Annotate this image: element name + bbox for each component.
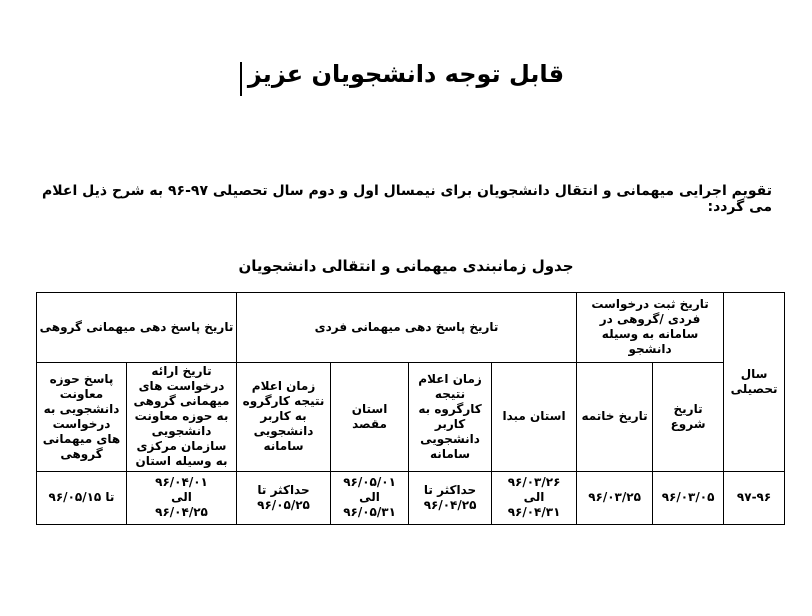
- cell-origin-result: حداکثر تا ۹۶/۰۴/۲۵: [409, 471, 492, 524]
- cell-year: ۹۷-۹۶: [724, 471, 785, 524]
- title-text: قابل توجه دانشجویان عزیز: [247, 60, 565, 88]
- cell-end-date: ۹۶/۰۳/۲۵: [577, 471, 653, 524]
- cell-group-reply: تا ۹۶/۰۵/۱۵: [37, 471, 127, 524]
- header-registration: تاریخ ثبت درخواست فردی /گروهی در سامانه به وسیله دانشجو: [577, 293, 724, 363]
- cell-origin-province: ۹۶/۰۳/۲۶ الی ۹۶/۰۴/۳۱: [492, 471, 577, 524]
- header-start-date: تاریخ شروع: [653, 362, 724, 471]
- header-dest-result: زمان اعلام نتیجه کارگروه به کاربر دانشجویی سامانه: [237, 362, 331, 471]
- page-title: [0, 60, 812, 88]
- header-group-submission: تاریخ ارائه درخواست های میهمانی گروهی به حوزه معاونت دانشجویی سازمان مرکزی به وسیله استان: [127, 362, 237, 471]
- intro-paragraph: تقویم اجرایی میهمانی و انتقال دانشجویان برای نیمسال اول و دوم سال تحصیلی ۹۷-۹۶ به شرح ذیل اعلام می گردد:: [42, 183, 772, 215]
- table-title: جدول زمانبندی میهمانی و انتقالی دانشجویان: [238, 257, 574, 275]
- header-group-reply: پاسخ حوزه معاونت دانشجویی به درخواست های میهمانی گروهی: [37, 362, 127, 471]
- cell-start-date: ۹۶/۰۳/۰۵: [653, 471, 724, 524]
- header-group-response: تاریخ پاسخ دهی میهمانی گروهی: [37, 293, 237, 363]
- header-origin-province: استان مبدا: [492, 362, 577, 471]
- header-individual-response: تاریخ پاسخ دهی میهمانی فردی: [237, 293, 577, 363]
- header-end-date: تاریخ خاتمه: [577, 362, 653, 471]
- cell-dest-province: ۹۶/۰۵/۰۱ الی ۹۶/۰۵/۳۱: [331, 471, 409, 524]
- cell-dest-result: حداکثر تا ۹۶/۰۵/۲۵: [237, 471, 331, 524]
- schedule-table: [36, 292, 785, 525]
- header-dest-province: استان مقصد: [331, 362, 409, 471]
- table-row: [37, 471, 785, 524]
- cell-group-submission: ۹۶/۰۴/۰۱ الی ۹۶/۰۴/۲۵: [127, 471, 237, 524]
- text-cursor: [240, 62, 242, 96]
- header-origin-result: زمان اعلام نتیجه کارگروه به کاربر دانشجویی سامانه: [409, 362, 492, 471]
- header-year: سال تحصیلی: [724, 293, 785, 472]
